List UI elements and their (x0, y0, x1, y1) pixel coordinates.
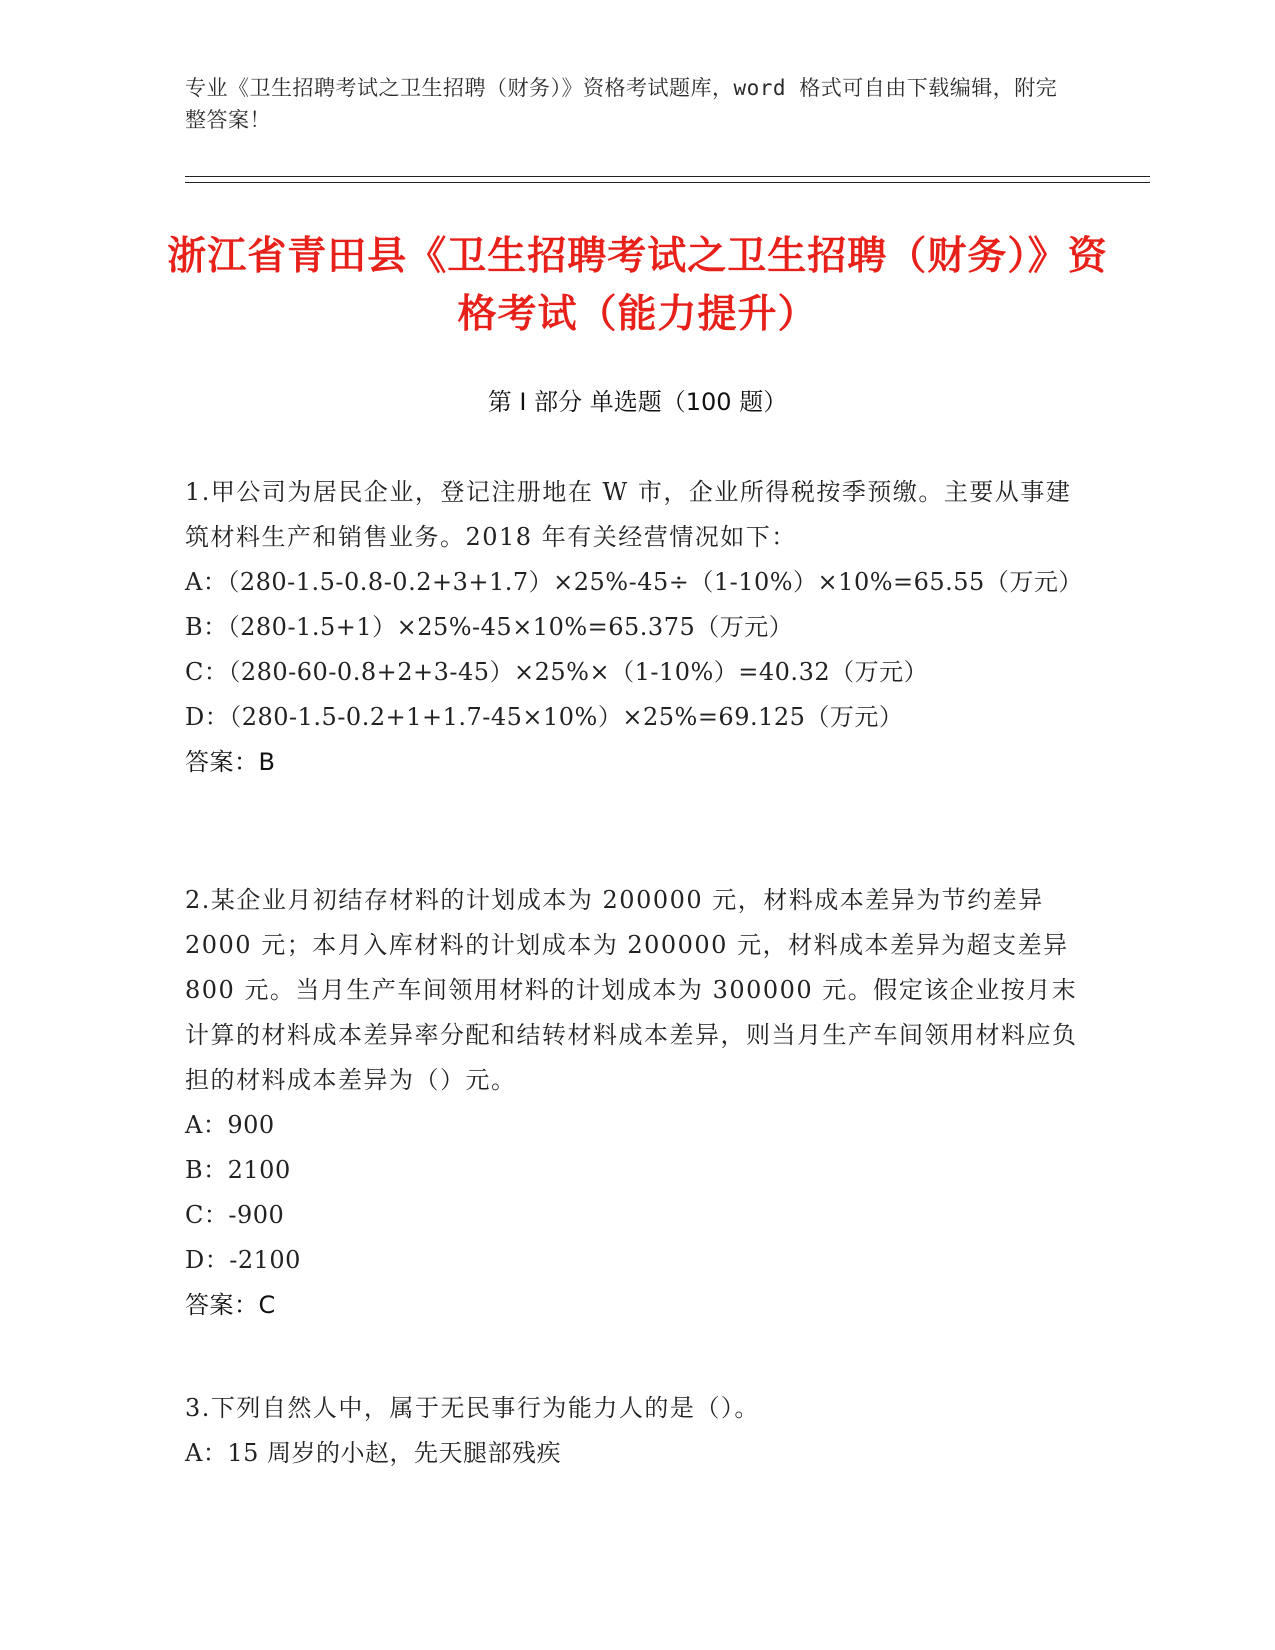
answer-label: 答案：C (185, 1291, 276, 1319)
header-note: 专业《卫生招聘考试之卫生招聘（财务）》资格考试题库，word 格式可自由下载编辑，附完整答案！ (185, 76, 1058, 132)
option-a: A：15 周岁的小赵，先天腿部残疾 (185, 1439, 561, 1467)
question-stem: 3.下列自然人中，属于无民事行为能力人的是（）。 (185, 1394, 760, 1422)
header-divider-bottom (185, 182, 1150, 183)
section-title: 第 I 部分 单选题（100 题） (487, 388, 788, 416)
option-a: A：（280-1.5-0.8-0.2+3+1.7）×25%-45÷（1-10%）×10%=65.55（万元） (185, 568, 1083, 596)
question-stem: 1.甲公司为居民企业，登记注册地在 W 市，企业所得税按季预缴。主要从事建筑材料生产和销售业务。2018 年有关经营情况如下： (185, 478, 1072, 551)
option-b: B：2100 (185, 1156, 291, 1184)
document-title: 浙江省青田县《卫生招聘考试之卫生招聘（财务）》资格考试（能力提升） (167, 234, 1108, 337)
answer-label: 答案：B (185, 748, 276, 776)
header-divider-top (185, 176, 1150, 177)
question-2 (185, 878, 1085, 1328)
option-d: D：（280-1.5-0.2+1+1.7-45×10%）×25%=69.125（万元） (185, 703, 904, 731)
question-1 (185, 470, 1085, 785)
option-d: D：-2100 (185, 1246, 301, 1274)
option-b: B：（280-1.5+1）×25%-45×10%=65.375（万元） (185, 613, 794, 641)
question-3 (185, 1386, 1085, 1476)
option-c: C：（280-60-0.8+2+3-45）×25%×（1-10%）=40.32（万元） (185, 658, 929, 686)
question-stem: 2.某企业月初结存材料的计划成本为 200000 元，材料成本差异为节约差异 2000 元；本月入库材料的计划成本为 200000 元，材料成本差异为超支差异 800 元。当月生产车间领用材料的计划成本为 300000 元。假定该企业按月末计算的材料成本差异率分配和结转材料成本差异，则当月生产车间领用材料应负担的材料成本差异为（）元。 (185, 886, 1078, 1094)
option-c: C：-900 (185, 1201, 285, 1229)
option-a: A：900 (185, 1111, 275, 1139)
